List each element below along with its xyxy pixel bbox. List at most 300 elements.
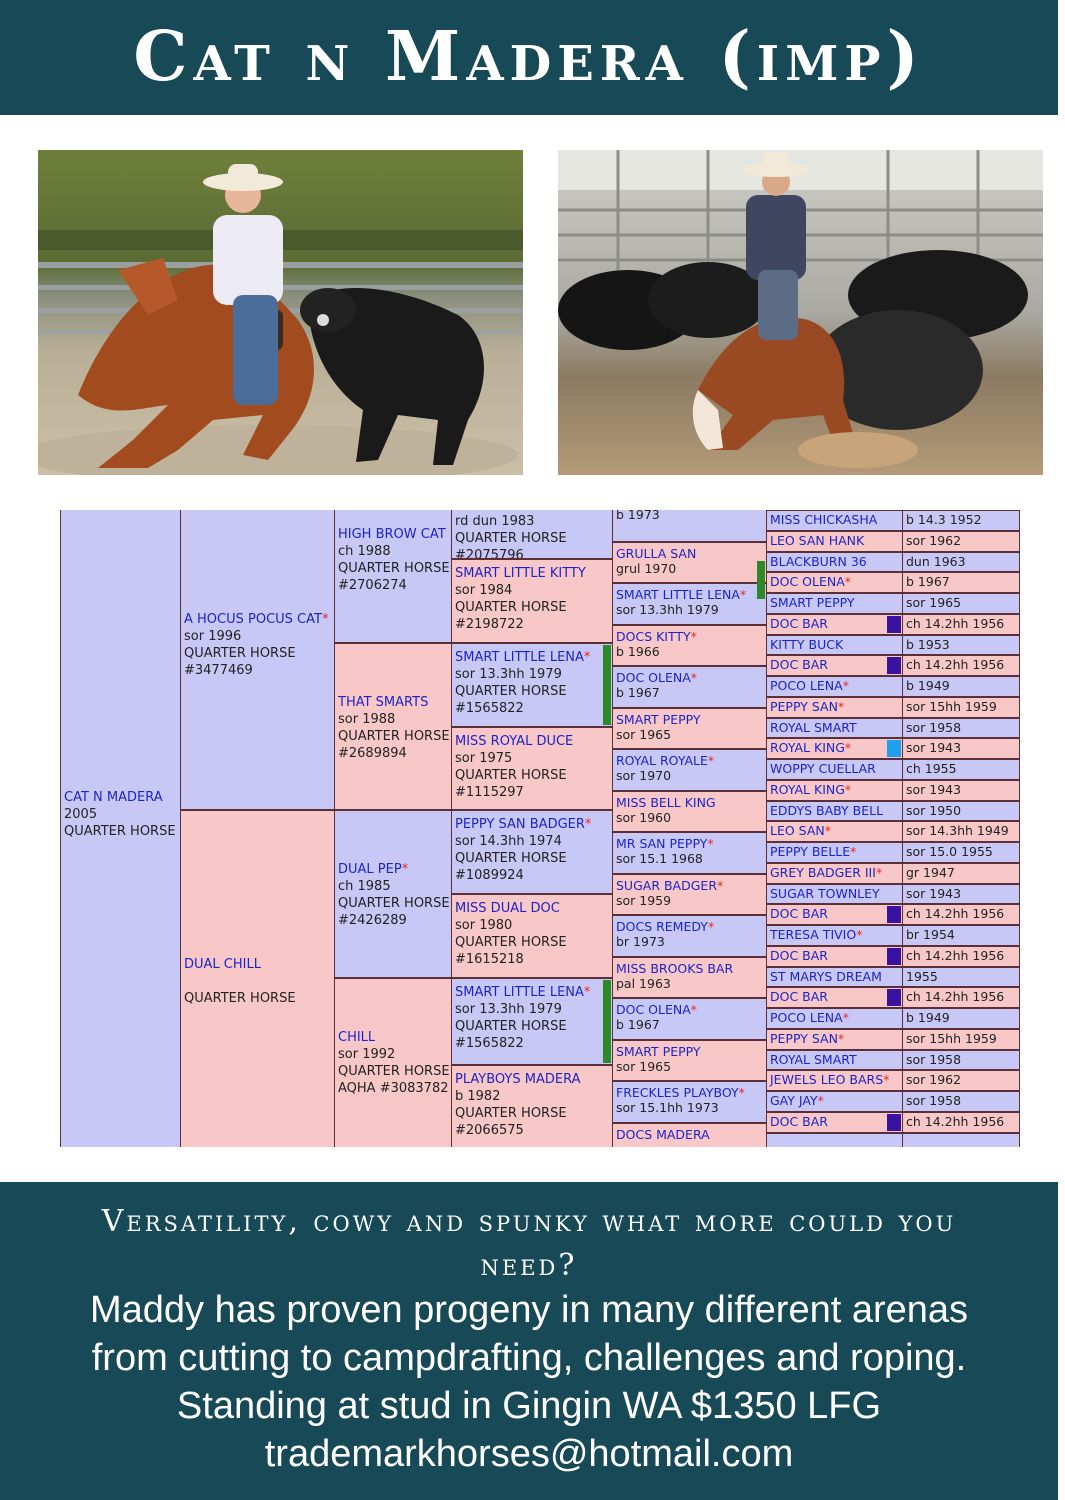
horse-detail: b 1967 [616,1017,660,1032]
horse-detail: sor 1958 [906,1093,962,1108]
pedigree-g6-name-6 [766,635,903,656]
star-icon: * [817,1093,824,1108]
horse-name-text: DUAL CHILL [184,957,261,972]
pedigree-g6-info-7 [902,655,1020,676]
purple-marker-icon [887,906,901,923]
pedigree-g6-name-28 [766,1091,903,1112]
star-icon: * [875,864,883,880]
purple-marker-icon [887,657,901,674]
horse-name-text: SMART LITTLE LENA [616,587,740,602]
horse-name[interactable] [770,512,899,527]
pedigree-g6-name-21 [766,946,903,967]
pedigree-g5-2 [612,583,767,625]
horse-name[interactable] [770,1010,899,1025]
pedigree-c9 [451,559,613,643]
horse-detail: sor 1962 [906,532,962,548]
inbreeding-bar-icon [603,980,611,1063]
horse-name[interactable] [455,649,609,666]
photo-horse-campdrafting-image [38,150,523,475]
horse-name[interactable] [770,865,899,880]
horse-name[interactable] [616,795,763,810]
pedigree-g5-3 [612,625,767,667]
horse-detail: QUARTER HORSE [338,1064,450,1079]
horse-detail: ch 14.2hh 1956 [906,615,1005,631]
pedigree-g5-11 [612,957,767,999]
horse-name-text: SMART PEPPY [770,595,855,610]
pedigree-g6-info-24 [902,1008,1020,1029]
horse-name-text: MISS ROYAL DUCE [455,734,574,749]
tagline: Versatility, cowy and spunky what more could you need? [101,1204,957,1283]
horse-detail: b 1966 [616,643,660,659]
horse-name-text: CHILL [338,1030,376,1045]
pedigree-c4 [334,510,452,643]
pedigree-g6-name-7 [766,655,903,676]
star-icon: * [583,650,591,665]
horse-name[interactable] [616,1127,763,1142]
pedigree-c8 [451,510,613,559]
horse-detail: ch 14.2hh 1956 [906,657,1005,673]
pedigree-g6-info-30 [902,1133,1020,1148]
horse-name-text: ROYAL ROYALE [616,753,708,768]
star-icon: * [883,1072,890,1088]
pedigree-c1 [60,510,181,1147]
horse-name-text: ROYAL KING [770,781,845,797]
horse-detail: sor 1958 [906,1051,962,1067]
horse-detail: 1955 [906,968,938,984]
horse-name[interactable] [616,878,763,893]
horse-detail: sor 1984 [455,583,513,598]
description-line-2: from cutting to campdrafting, challenges and roping. [91,1337,967,1379]
horse-name-text: KITTY BUCK [770,636,844,652]
horse-detail: QUARTER HORSE [455,531,567,546]
horse-detail: sor 1988 [338,712,396,727]
pedigree-g6-info-26 [902,1050,1020,1071]
right-edge [1058,0,1065,1500]
pedigree-g6-name-1 [766,531,903,552]
pedigree-g5-5 [612,708,767,750]
horse-name[interactable] [616,1085,763,1100]
horse-detail: rd dun 1983 [455,514,535,529]
pedigree-g6-info-21 [902,946,1020,967]
star-icon: * [738,1085,745,1100]
star-icon: * [844,574,852,590]
pedigree-g6-info-18 [902,884,1020,905]
horse-name-text: ST MARYS DREAM [770,968,882,984]
description-line-3: Standing at stud in Gingin WA $1350 LFG [176,1385,882,1427]
horse-name[interactable] [455,984,609,1001]
star-icon: * [717,877,724,893]
horse-detail: sor 1950 [906,802,962,818]
pedigree-g6-name-8 [766,676,903,697]
horse-name[interactable] [770,906,899,921]
horse-name-text: THAT SMARTS [338,695,429,710]
pedigree-g5-9 [612,874,767,916]
horse-name[interactable] [455,900,609,917]
horse-detail: QUARTER HORSE [455,1106,567,1121]
horse-name[interactable] [616,961,763,976]
pedigree-g6-name-5 [766,614,903,635]
purple-marker-icon [887,948,901,965]
horse-detail: #3477469 [184,663,253,678]
pedigree-g6-name-23 [766,987,903,1008]
purple-marker-icon [887,616,901,633]
horse-detail: sor 1975 [455,751,513,766]
horse-name-text: MISS BELL KING [616,794,716,810]
horse-name-text: DOCS KITTY [616,628,691,644]
horse-name-text: MISS BROOKS BAR [616,960,734,976]
horse-name[interactable] [616,546,763,561]
horse-name-text: DOCS REMEDY [616,919,708,934]
horse-detail: ch 14.2hh 1956 [906,947,1005,963]
star-icon: * [837,1030,845,1046]
horse-detail: #2198722 [455,617,524,632]
pedigree-chart [60,510,1020,1147]
horse-detail: b 1967 [906,574,950,590]
horse-detail: #2689894 [338,746,407,761]
pedigree-c15 [451,1065,613,1147]
horse-name-text: SMART PEPPY [616,1043,701,1059]
footer-panel [0,1182,1058,1500]
pedigree-g6-name-15 [766,821,903,842]
horse-name-text: DOC BAR [770,947,828,963]
horse-detail: QUARTER HORSE [184,991,296,1006]
horse-name[interactable] [184,611,331,628]
horse-name-text: CAT N MADERA [64,790,163,805]
pedigree-g6-name-27 [766,1070,903,1091]
horse-name[interactable] [770,574,899,589]
horse-detail: br 1954 [906,927,955,942]
pedigree-g6-name-11 [766,738,903,759]
horse-name[interactable] [770,720,899,735]
horse-detail: gr 1947 [906,864,955,880]
horse-name-text: A HOCUS POCUS CAT [184,612,322,627]
horse-detail: ch 1988 [338,544,391,559]
horse-detail: b 14.3 1952 [906,512,982,527]
horse-detail: #1115297 [455,785,524,800]
horse-name[interactable] [338,526,448,543]
purple-marker-icon [887,1114,901,1131]
horse-detail: QUARTER HORSE [338,729,450,744]
star-icon: * [739,587,747,602]
star-icon: * [401,862,409,877]
horse-detail: sor 15hh 1959 [906,698,997,714]
pedigree-g5-13 [612,1040,767,1082]
pedigree-g6-name-13 [766,780,903,801]
star-icon: * [321,612,329,627]
horse-detail: sor 1970 [616,768,672,783]
photo-horse-cutting-image [558,150,1043,475]
horse-detail: sor 15.1hh 1973 [616,1100,719,1115]
pedigree-g5-4 [612,666,767,708]
horse-name[interactable] [770,1072,899,1087]
pedigree-g5-7 [612,791,767,833]
pedigree-g6-info-16 [902,842,1020,863]
horse-name-text: WOPPY CUELLAR [770,761,876,776]
horse-detail: sor 13.3hh 1979 [616,602,719,617]
horse-name[interactable] [770,989,899,1004]
pedigree-g6-info-15 [902,821,1020,842]
horse-detail: QUARTER HORSE [455,851,567,866]
pedigree-g6-name-0 [766,510,903,531]
pedigree-g6-name-26 [766,1050,903,1071]
horse-detail: sor 1943 [906,885,962,901]
horse-detail: sor 1980 [455,918,513,933]
horse-name-text: DUAL PEP [338,862,402,877]
horse-name-text: POCO LENA [770,678,843,693]
horse-detail: QUARTER HORSE [64,824,176,839]
horse-detail: #1615218 [455,952,524,967]
pedigree-g6-info-23 [902,987,1020,1008]
pedigree-g6-name-14 [766,801,903,822]
description-line-1: Maddy has proven progeny in many different arenas [89,1289,969,1331]
horse-name-text: SMART PEPPY [616,711,701,727]
horse-detail: b 1953 [906,636,950,652]
horse-name[interactable] [338,694,448,711]
horse-name-text: DOC OLENA [616,1002,691,1017]
star-icon: * [690,628,697,644]
photo-horse-cutting [558,150,1043,475]
horse-name[interactable] [770,657,899,672]
horse-name-text: SMART LITTLE LENA [455,650,584,665]
horse-name-text: DOC BAR [770,989,828,1005]
horse-detail: b 1949 [906,678,950,693]
horse-name[interactable] [616,753,763,768]
pedigree-g5-6 [612,749,767,791]
pedigree-g5-1 [612,542,767,584]
pedigree-g5-14 [612,1081,767,1123]
horse-detail: dun 1963 [906,553,966,569]
pedigree-g6-info-0 [902,510,1020,531]
horse-detail: sor 1965 [616,1058,672,1074]
horse-detail: QUARTER HORSE [184,646,296,661]
horse-name[interactable] [455,816,609,833]
horse-name[interactable] [770,927,899,942]
pedigree-g6-info-8 [902,676,1020,697]
horse-name-text: SMART LITTLE LENA [455,985,584,1000]
horse-name[interactable] [770,803,899,818]
pedigree-g6-name-30 [766,1133,903,1148]
horse-name-text: SMART LITTLE KITTY [455,566,586,581]
horse-name[interactable] [616,919,763,934]
pedigree-g6-info-14 [902,801,1020,822]
horse-detail: br 1973 [616,934,665,949]
pedigree-g6-info-17 [902,863,1020,884]
horse-detail: sor 15.1 1968 [616,851,703,866]
horse-detail: sor 1965 [616,726,672,742]
horse-detail: pal 1963 [616,975,671,991]
horse-name[interactable] [770,533,899,548]
horse-name[interactable] [770,948,899,963]
contact-email[interactable]: trademarkhorses@hotmail.com [264,1433,794,1475]
horse-name[interactable] [455,733,609,750]
star-icon: * [844,740,852,756]
horse-name[interactable] [616,1002,763,1017]
star-icon: * [690,670,698,685]
star-icon: * [850,844,857,859]
horse-name-text: GREY BADGER III [770,864,876,880]
horse-name[interactable] [770,969,899,984]
pedigree-c6 [334,810,452,978]
description [20,1286,1038,1478]
horse-name-text: MISS DUAL DOC [455,901,560,916]
horse-name[interactable] [64,789,177,806]
horse-name-text: EDDYS BABY BELL [770,802,884,818]
pedigree-g6-name-9 [766,697,903,718]
horse-detail: ch 14.2hh 1956 [906,989,1005,1005]
horse-name[interactable] [770,699,899,714]
horse-name-text: LEO SAN HANK [770,532,865,548]
horse-name-text: DOC BAR [770,1113,828,1129]
horse-detail: b 1967 [616,685,660,700]
horse-detail: #1565822 [455,701,524,716]
pedigree-g6-info-22 [902,967,1020,988]
horse-name[interactable] [770,1052,899,1067]
horse-name[interactable] [770,823,899,838]
horse-name[interactable] [616,712,763,727]
horse-detail: ch 14.2hh 1956 [906,1113,1005,1129]
horse-name[interactable] [770,595,899,610]
horse-detail: QUARTER HORSE [338,561,450,576]
pedigree-g6-name-29 [766,1112,903,1133]
horse-detail: QUARTER HORSE [455,684,567,699]
pedigree-g6-info-19 [902,904,1020,925]
horse-detail: sor 13.3hh 1979 [455,1002,562,1017]
pedigree-c14 [451,978,613,1065]
pedigree-g6-name-3 [766,572,903,593]
horse-name-text: ROYAL SMART [770,1051,857,1067]
pedigree-g6-name-4 [766,593,903,614]
horse-detail: ch 14.2hh 1956 [906,906,1005,922]
horse-name[interactable] [455,565,609,582]
horse-name[interactable] [770,1114,899,1129]
pedigree-c5 [334,643,452,810]
horse-name-text: PLAYBOYS MADERA [455,1072,581,1087]
star-icon: * [856,927,863,942]
horse-name-text: PEPPY SAN BADGER [455,817,585,832]
horse-name[interactable] [770,554,899,569]
star-icon: * [837,698,845,714]
star-icon: * [844,781,852,797]
horse-name[interactable] [770,761,899,776]
horse-name-text: DOC OLENA [770,574,845,590]
pedigree-g6-name-19 [766,904,903,925]
blue-marker-icon [887,740,901,757]
horse-detail: #2706274 [338,578,407,593]
horse-name[interactable] [616,836,763,851]
pedigree-g6-info-6 [902,635,1020,656]
horse-name-text: ROYAL SMART [770,719,857,735]
horse-name-text: HIGH BROW CAT [338,527,446,542]
horse-detail: QUARTER HORSE [455,600,567,615]
horse-name[interactable] [338,861,448,878]
pedigree-g6-info-10 [902,718,1020,739]
horse-name[interactable] [770,678,899,693]
pedigree-g6-name-24 [766,1008,903,1029]
horse-detail: sor 1958 [906,719,962,735]
horse-detail: sor 1996 [184,629,242,644]
horse-name-text: SUGAR TOWNLEY [770,885,880,901]
horse-name-text: DOCS MADERA [616,1126,710,1142]
horse-name-text: BLACKBURN 36 [770,553,867,569]
horse-detail: #1089924 [455,868,524,883]
pedigree-c2 [180,510,335,810]
horse-name[interactable] [616,587,763,602]
horse-name[interactable] [770,886,899,901]
horse-detail: #2066575 [455,1123,524,1138]
horse-name-text: DOC BAR [770,657,828,673]
horse-name[interactable] [338,1029,448,1046]
horse-name-text: PEPPY SAN [770,1030,838,1046]
horse-name-text: SUGAR BADGER [616,877,718,893]
horse-name[interactable] [770,740,899,755]
horse-detail: b 1982 [455,1089,501,1104]
horse-name[interactable] [616,629,763,644]
purple-marker-icon [887,989,901,1006]
horse-name[interactable] [770,844,899,859]
horse-name[interactable] [770,1093,899,1108]
pedigree-g6-info-1 [902,531,1020,552]
star-icon: * [707,836,714,851]
horse-name-text: DOC OLENA [616,670,691,685]
horse-detail: #1565822 [455,1036,524,1051]
horse-name-text: MISS CHICKASHA [770,512,878,527]
pedigree-c12 [451,810,613,894]
horse-detail: QUARTER HORSE [338,896,450,911]
horse-name[interactable] [455,1071,609,1088]
horse-detail: QUARTER HORSE [455,1019,567,1034]
star-icon: * [842,678,849,693]
pedigree-g6-name-20 [766,925,903,946]
horse-name[interactable] [770,616,899,631]
horse-name-text: POCO LENA [770,1010,843,1025]
pedigree-c11 [451,727,613,810]
pedigree-g6-info-3 [902,572,1020,593]
horse-name[interactable] [770,637,899,652]
pedigree-c7 [334,978,452,1147]
star-icon: * [824,823,831,839]
horse-detail: sor 15hh 1959 [906,1030,997,1046]
horse-detail: sor 1943 [906,781,962,797]
photo-horse-campdrafting [38,150,523,475]
horse-name[interactable] [616,670,763,685]
horse-detail: sor 14.3hh 1949 [906,823,1009,839]
horse-name-text: GRULLA SAN [616,545,697,561]
star-icon: * [584,817,592,832]
horse-name[interactable] [616,1044,763,1059]
horse-detail: sor 1960 [616,809,672,825]
pedigree-c10 [451,643,613,727]
horse-detail: b 1973 [616,510,660,522]
pedigree-g6-info-2 [902,552,1020,573]
horse-detail: 2005 [64,807,98,822]
horse-name[interactable] [770,782,899,797]
pedigree-g6-name-22 [766,967,903,988]
horse-detail: #2426289 [338,913,407,928]
pedigree-g6-info-11 [902,738,1020,759]
horse-detail: sor 15.0 1955 [906,844,993,859]
horse-name-text: GAY JAY [770,1093,818,1108]
pedigree-g5-12 [612,998,767,1040]
pedigree-g6-info-28 [902,1091,1020,1112]
horse-name[interactable] [770,1031,899,1046]
horse-detail: QUARTER HORSE [455,768,567,783]
horse-name-text: ROYAL KING [770,740,845,756]
horse-name[interactable] [184,956,331,973]
horse-name-text: PEPPY SAN [770,698,838,714]
horse-detail: QUARTER HORSE [455,935,567,950]
pedigree-g6-info-20 [902,925,1020,946]
pedigree-g6-info-27 [902,1070,1020,1091]
